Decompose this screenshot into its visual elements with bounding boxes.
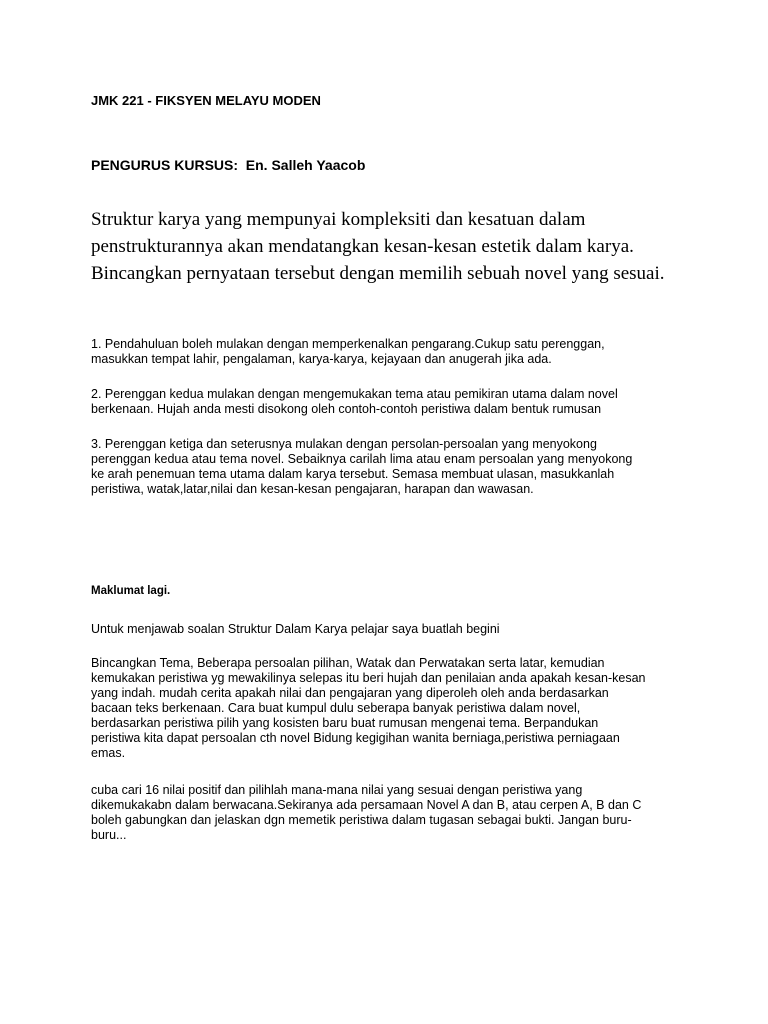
paragraph-line: perenggan kedua atau tema novel. Sebaiknya carilah lima atau enam persoalan yang menyokong [91,452,633,466]
question-line: penstrukturannya akan mendatangkan kesan-kesan estetik dalam karya. [91,236,634,257]
discussion-paragraph [91,656,691,761]
paragraph-line: 3. Perenggan ketiga dan seterusnya mulakan dengan persolan-persoalan yang menyokong [91,437,597,451]
paragraph-line: berkenaan. Hujah anda mesti disokong oleh contoh-contoh peristiwa dalam bentuk rumusan [91,402,602,416]
more-info-heading: Maklumat lagi. [91,585,171,597]
paragraph-line: peristiwa kita dapat persoalan cth novel Bidung kegigihan wanita berniaga,peristiwa perniagaan [91,731,620,745]
question-line: Struktur karya yang mempunyai kompleksiti dan kesatuan dalam [91,209,586,230]
paragraph-line: cuba cari 16 nilai positif dan pilihlah mana-mana nilai yang sesuai dengan peristiwa yang [91,783,583,797]
paragraph-line: 1. Pendahuluan boleh mulakan dengan memperkenalkan pengarang.Cukup satu perenggan, [91,337,605,351]
paragraph-line: ke arah penemuan tema utama dalam karya tersebut. Semasa membuat ulasan, masukkanlah [91,467,615,481]
point-2-paragraph [91,387,691,417]
paragraph-line: Bincangkan Tema, Beberapa persoalan pilihan, Watak dan Perwatakan serta latar, kemudian [91,656,605,670]
paragraph-line: yang indah. mudah cerita apakah nilai dan pengajaran yang diperoleh oleh anda berdasarkan [91,686,609,700]
paragraph-line: berdasarkan peristiwa pilih yang kosisten baru buat rumusan mengenai tema. Berpandukan [91,716,599,730]
question-line: Bincangkan pernyataan tersebut dengan memilih sebuah novel yang sesuai. [91,263,665,284]
paragraph-line: buru... [91,828,127,842]
paragraph-line: boleh gabungkan dan jelaskan dgn memetik peristiwa dalam tugasan sebagai bukti. Jangan buru- [91,813,632,827]
course-code-heading: JMK 221 - FIKSYEN MELAYU MODEN [91,93,321,108]
essay-question [91,206,731,287]
values-paragraph [91,783,691,843]
point-3-paragraph [91,437,691,497]
paragraph-line: masukkan tempat lahir, pengalaman, karya-karya, kejayaan dan anugerah jika ada. [91,352,552,366]
point-1-paragraph [91,337,691,367]
paragraph-line: kemukakan peristiwa yg mewakilinya selepas itu beri hujah dan penilaian anda apakah kesan-kesan [91,671,646,685]
paragraph-line: 2. Perenggan kedua mulakan dengan mengemukakan tema atau pemikiran utama dalam novel [91,387,618,401]
course-coordinator-heading: PENGURUS KURSUS: En. Salleh Yaacob [91,157,366,173]
paragraph-line: Untuk menjawab soalan Struktur Dalam Karya pelajar saya buatlah begini [91,622,500,636]
intro-paragraph [91,622,691,637]
paragraph-line: dikemukakabn dalam berwacana.Sekiranya ada persamaan Novel A dan B, atau cerpen A, B dan C [91,798,642,812]
paragraph-line: bacaan teks berkenaan. Cara buat kumpul dulu seberapa banyak peristiwa dalam novel, [91,701,581,715]
paragraph-line: peristiwa, watak,latar,nilai dan kesan-kesan pengajaran, harapan dan wawasan. [91,482,534,496]
paragraph-line: emas. [91,746,126,760]
